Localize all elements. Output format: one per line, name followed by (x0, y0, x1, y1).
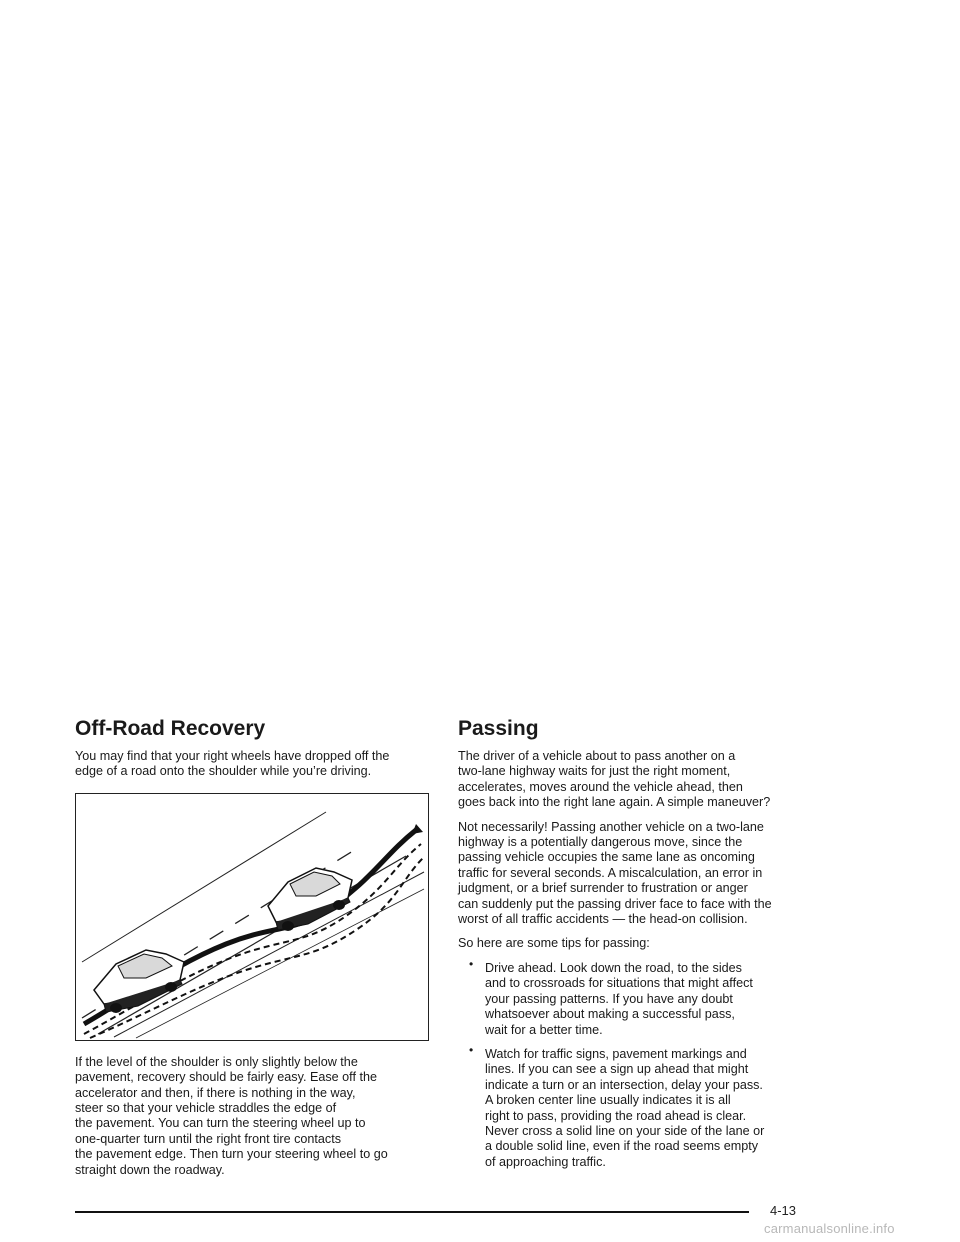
passing-paragraph-2 (458, 820, 823, 928)
text-line: You may find that your right wheels have dropped off the (75, 749, 390, 763)
text-line: a double solid line, even if the road seems empty (485, 1139, 759, 1154)
off-road-intro (75, 749, 435, 780)
list-item (458, 956, 823, 1038)
bullet-icon: • (469, 956, 474, 971)
text-line: right to pass, providing the road ahead is clear. (485, 1108, 747, 1123)
text-line: wait for a better time. (485, 1022, 603, 1037)
text-line: goes back into the right lane again. A simple maneuver? (458, 795, 771, 810)
text-line: worst of all traffic accidents — the head-on collision. (458, 912, 748, 927)
road-drawing (76, 794, 427, 1039)
text-line: the pavement edge. Then turn your steering wheel to go (75, 1147, 388, 1162)
footer-rule (75, 1211, 749, 1213)
passing-section (458, 716, 823, 1179)
text-line: Never cross a solid line on your side of the lane or (485, 1123, 765, 1138)
text-line: Watch for traffic signs, pavement markings and (485, 1046, 747, 1061)
off-road-recovery-heading: Off-Road Recovery (75, 717, 266, 740)
bullet-icon: • (469, 1042, 474, 1057)
text-line: judgment, or a brief surrender to frustration or anger (458, 881, 748, 896)
text-line: Not necessarily! Passing another vehicle on a two-lane (458, 819, 764, 834)
list-item (458, 1042, 823, 1170)
text-line: accelerates, moves around the vehicle ahead, then (458, 779, 743, 794)
text-line: and to crossroads for situations that might affect (485, 976, 753, 991)
text-line: whatsoever about making a successful pass, (485, 1007, 735, 1022)
page-number: 4-13 (770, 1203, 797, 1218)
text-line: traffic for several seconds. A miscalculation, an error in (458, 865, 763, 880)
text-line: one-quarter turn until the right front tire contacts (75, 1131, 342, 1146)
watermark-link[interactable]: carmanualsonline.info (764, 1221, 895, 1236)
passing-heading: Passing (458, 717, 539, 740)
passing-paragraph-1 (458, 749, 823, 811)
off-road-recovery-section (75, 716, 435, 1187)
text-line: Drive ahead. Look down the road, to the sides (485, 960, 742, 975)
text-line: highway is a potentially dangerous move, since the (458, 835, 743, 850)
text-line: of approaching traffic. (485, 1154, 606, 1169)
off-road-body (75, 1055, 435, 1178)
off-road-recovery-illustration (75, 793, 429, 1041)
text-line: passing vehicle occupies the same lane as oncoming (458, 850, 755, 865)
text-line: your passing patterns. If you have any doubt (485, 991, 733, 1006)
text-line: can suddenly put the passing driver face to face with the (458, 896, 772, 911)
text-line: the pavement. You can turn the steering wheel up to (75, 1116, 366, 1131)
text-line: lines. If you can see a sign up ahead that might (485, 1062, 749, 1077)
recovery-path-dashed-2 (90, 858, 423, 1038)
text-line: two-lane highway waits for just the right moment, (458, 764, 731, 779)
rear-car-icon (94, 950, 184, 1013)
passing-tips-list (458, 956, 823, 1170)
text-line: The driver of a vehicle about to pass another on a (458, 749, 736, 763)
passing-tips-intro: So here are some tips for passing: (458, 936, 650, 951)
text-line: straight down the roadway. (75, 1162, 225, 1177)
text-line: pavement, recovery should be fairly easy. Ease off the (75, 1070, 377, 1085)
text-line: accelerator and then, if there is nothing in the way, (75, 1085, 356, 1100)
text-line: steer so that your vehicle straddles the edge of (75, 1101, 337, 1116)
text-line: A broken center line usually indicates it is all (485, 1093, 731, 1108)
text-line: If the level of the shoulder is only slightly below the (75, 1054, 358, 1069)
text-line: indicate a turn or an intersection, delay your pass. (485, 1077, 763, 1092)
text-line: edge of a road onto the shoulder while you’re driving. (75, 764, 372, 779)
